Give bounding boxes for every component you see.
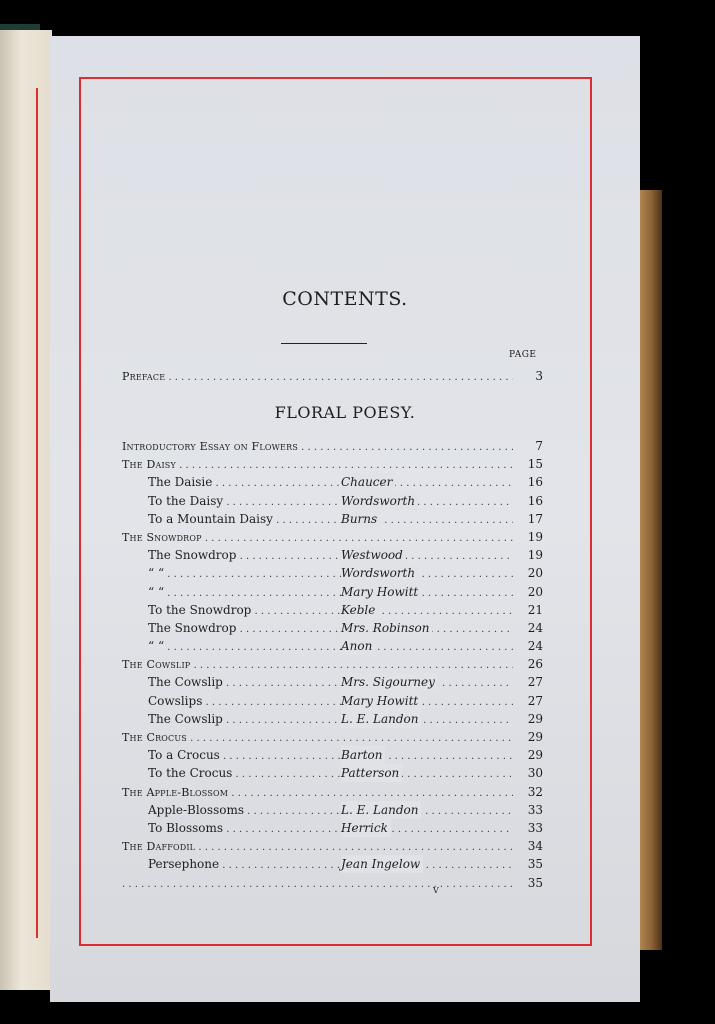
toc-row	[122, 619, 543, 637]
toc-entry-page: 17	[527, 511, 543, 526]
toc-row	[122, 637, 543, 655]
toc-entry-page: 27	[527, 693, 543, 708]
toc-entry-title: To a Crocus	[148, 748, 220, 763]
toc-entry-author: Mrs. Robinson	[341, 619, 432, 637]
toc-entry-title: To a Mountain Daisy	[148, 511, 273, 526]
toc-row	[122, 746, 543, 764]
toc-entry-page: 29	[527, 748, 543, 763]
toc-entry-author: Anon	[341, 637, 375, 655]
toc-entry-page: 29	[527, 730, 543, 744]
toc-row	[122, 528, 543, 546]
toc-entry-author: Keble	[341, 601, 378, 619]
toc-entry-author: Wordsworth	[341, 564, 418, 582]
toc-row	[122, 564, 543, 582]
toc-entry-page: 19	[527, 529, 543, 544]
toc-entry-title: The Snowdrop	[148, 620, 237, 635]
toc-entry-page: 35	[527, 875, 543, 890]
toc-entry-page: 16	[527, 475, 543, 490]
toc-row	[122, 874, 543, 892]
toc-entry-page: 26	[527, 657, 543, 672]
toc-entry-author: Mary Howitt	[341, 583, 421, 601]
toc-entry-page: 21	[527, 602, 543, 617]
toc-entry-page: 16	[527, 493, 543, 508]
toc-entry-page: 32	[527, 784, 543, 799]
toc-row	[122, 510, 543, 528]
toc-entry-title: To Blossoms	[148, 820, 224, 835]
toc-entry-author: Mary Howitt	[341, 692, 421, 710]
toc-entry-page: 20	[527, 584, 543, 599]
toc-row	[122, 710, 543, 728]
toc-entry-title: “ “	[148, 584, 165, 599]
toc-row	[122, 801, 543, 819]
left-facing-page	[0, 30, 52, 990]
preface-page: 3	[535, 369, 543, 383]
toc-entry-title: Introductory Essay on Flowers	[122, 440, 298, 453]
toc-row	[122, 455, 543, 473]
toc-row	[122, 692, 543, 710]
toc-entry-page: 29	[527, 711, 543, 726]
toc-entry-title: The Cowslip	[148, 711, 223, 726]
toc-entry-author: L. E. Landon	[341, 801, 421, 819]
toc-entry-title: To the Daisy	[148, 493, 224, 508]
toc-entry-page: 33	[527, 820, 543, 835]
toc-row	[122, 601, 543, 619]
toc-entry-author: Burns	[341, 510, 380, 528]
section-title: FLORAL POESY.	[274, 403, 416, 422]
toc-entry-title: To the Crocus	[148, 766, 233, 781]
toc-entry-page: 24	[527, 639, 543, 654]
preface-entry	[122, 367, 543, 385]
toc-entry-title: “ “	[148, 639, 165, 654]
preface-title: Preface	[122, 370, 166, 383]
toc-entry-author: Patterson	[341, 764, 402, 782]
title-divider	[281, 343, 367, 344]
toc-row	[122, 655, 543, 673]
toc-row	[122, 764, 543, 782]
toc-entry-title: Persephone	[148, 857, 220, 872]
toc-entry-page: 33	[527, 802, 543, 817]
toc-entry-author: Chaucer	[341, 473, 395, 491]
contents-list	[122, 437, 543, 892]
contents-page	[50, 36, 640, 1002]
toc-entry-title: The Cowslip	[122, 658, 191, 672]
toc-entry-author: Wordsworth	[341, 492, 418, 510]
toc-row	[122, 783, 543, 801]
toc-entry-page: 19	[527, 548, 543, 563]
toc-entry-author: Herrick	[341, 819, 391, 837]
toc-row	[122, 492, 543, 510]
toc-row	[122, 728, 543, 746]
toc-entry-page: 7	[535, 439, 543, 453]
toc-entry-title: The Daffodil	[122, 840, 196, 854]
toc-row	[122, 473, 543, 491]
toc-entry-page: 30	[527, 766, 543, 781]
toc-row	[122, 673, 543, 691]
toc-row	[122, 583, 543, 601]
toc-entry-page: 27	[527, 675, 543, 690]
toc-entry-author: Westwood	[341, 546, 406, 564]
toc-entry-title: The Daisy	[122, 458, 176, 472]
toc-entry-title: Cowslips	[148, 693, 203, 708]
toc-entry-author: Jean Ingelow	[341, 855, 423, 873]
page-column-label: PAGE	[509, 350, 537, 360]
page-title: CONTENTS.	[282, 288, 408, 310]
toc-entry-author: Mrs. Sigourney	[341, 673, 438, 691]
toc-entry-title: The Crocus	[122, 731, 187, 744]
toc-row	[122, 437, 543, 455]
toc-entry-title: The Snowdrop	[148, 548, 237, 563]
toc-entry-author: Barton	[341, 746, 385, 764]
left-page-red-rule	[36, 88, 38, 938]
page-folio: v	[433, 883, 439, 896]
toc-row	[122, 855, 543, 873]
toc-entry-page: 15	[527, 457, 543, 472]
toc-entry-page: 34	[527, 839, 543, 854]
toc-entry-title: “ “	[148, 566, 165, 581]
toc-row	[122, 837, 543, 855]
toc-entry-page: 20	[527, 566, 543, 581]
toc-row	[122, 546, 543, 564]
toc-entry-title: The Snowdrop	[122, 530, 202, 544]
toc-entry-author: L. E. Landon	[341, 710, 421, 728]
toc-entry-title: To the Snowdrop	[148, 602, 252, 617]
toc-entry-title: The Cowslip	[148, 675, 223, 690]
toc-entry-title: The Daisie	[148, 475, 213, 490]
toc-row	[122, 819, 543, 837]
toc-entry-page: 24	[527, 620, 543, 635]
toc-entry-title: The Apple-Blossom	[122, 785, 229, 799]
toc-entry-title: Apple-Blossoms	[148, 802, 244, 817]
toc-entry-page: 35	[527, 857, 543, 872]
